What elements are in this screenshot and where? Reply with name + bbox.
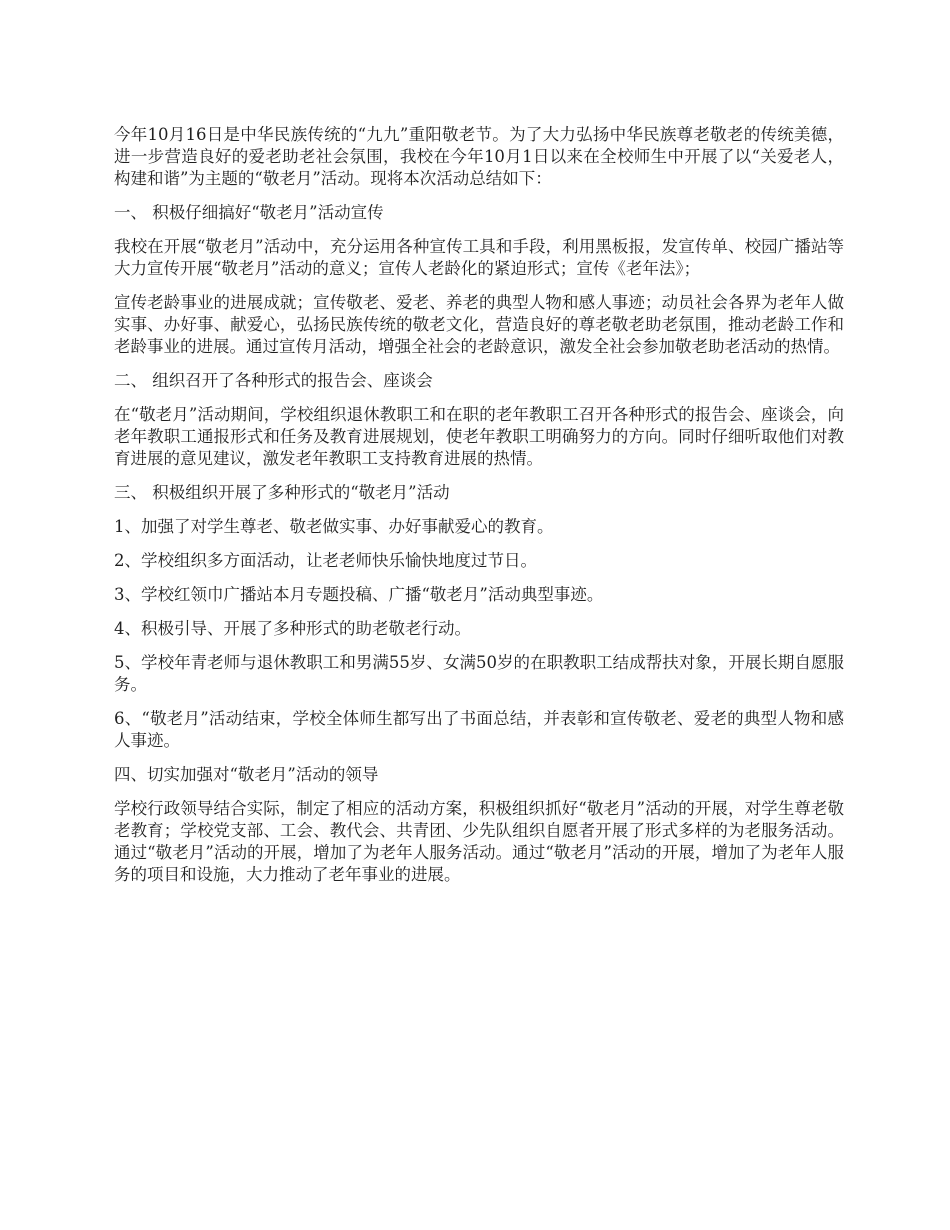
- list-item: 5、学校年青老师与退休教职工和男满55岁、女满50岁的在职教职工结成帮扶对象，开展长期自愿服务。: [114, 653, 844, 694]
- list-item: 1、加强了对学生尊老、敬老做实事、办好事献爱心的教育。: [114, 517, 554, 536]
- section-1-paragraph-2: 宣传老龄事业的进展成就；宣传敬老、爱老、养老的典型人物和感人事迹；动员社会各界为老年人做实事、办好事、献爱心，弘扬民族传统的敬老文化，营造良好的尊老敬老助老氛围，推动老龄工作和老龄事业的进展。通过宣传月活动，增强全社会的老龄意识，激发全社会参加敬老助老活动的热情。: [114, 293, 844, 356]
- intro-paragraph: 今年10月16日是中华民族传统的“九九”重阳敬老节。为了大力弘扬中华民族尊老敬老的传统美德，进一步营造良好的爱老助老社会氛围，我校在今年10月1日以来在全校师生中开展了以“关爱老人，构建和谐”为主题的“敬老月”活动。现将本次活动总结如下：: [114, 125, 844, 188]
- section-4-paragraph-1: 学校行政领导结合实际，制定了相应的活动方案，积极组织抓好“敬老月”活动的开展，对学生尊老敬老教育；学校党支部、工会、教代会、共青团、少先队组织自愿者开展了形式多样的为老服务活动。通过“敬老月”活动的开展，增加了为老年人服务活动。通过“敬老月”活动的开展，增加了为老年人服务的项目和设施，大力推动了老年事业的进展。: [114, 799, 844, 884]
- section-2-paragraph-1: 在“敬老月”活动期间，学校组织退休教职工和在职的老年教职工召开各种形式的报告会、座谈会，向老年教职工通报形式和任务及教育进展规划，使老年教职工明确努力的方向。同时仔细听取他们对教育进展的意见建议，激发老年教职工支持教育进展的热情。: [114, 405, 844, 468]
- section-2-heading: 二、 组织召开了各种形式的报告会、座谈会: [114, 371, 433, 390]
- section-1-paragraph-1: 我校在开展“敬老月”活动中，充分运用各种宣传工具和手段，利用黑板报，发宣传单、校园广播站等大力宣传开展“敬老月”活动的意义；宣传人老龄化的紧迫形式；宣传《老年法》；: [114, 237, 844, 278]
- list-item: 3、学校红领巾广播站本月专题投稿、广播“敬老月”活动典型事迹。: [114, 585, 604, 604]
- list-item: 2、学校组织多方面活动，让老老师快乐愉快地度过节日。: [114, 551, 537, 570]
- document-body: [114, 124, 844, 898]
- section-3-heading: 三、 积极组织开展了多种形式的“敬老月”活动: [114, 483, 450, 502]
- list-item: 6、“敬老月”活动结束，学校全体师生都写出了书面总结，并表彰和宣传敬老、爱老的典型人物和感人事迹。: [114, 709, 844, 750]
- section-1-heading: 一、 积极仔细搞好“敬老月”活动宣传: [114, 203, 384, 222]
- section-4-heading: 四、切实加强对“敬老月”活动的领导: [114, 765, 379, 784]
- list-item: 4、积极引导、开展了多种形式的助老敬老行动。: [114, 619, 471, 638]
